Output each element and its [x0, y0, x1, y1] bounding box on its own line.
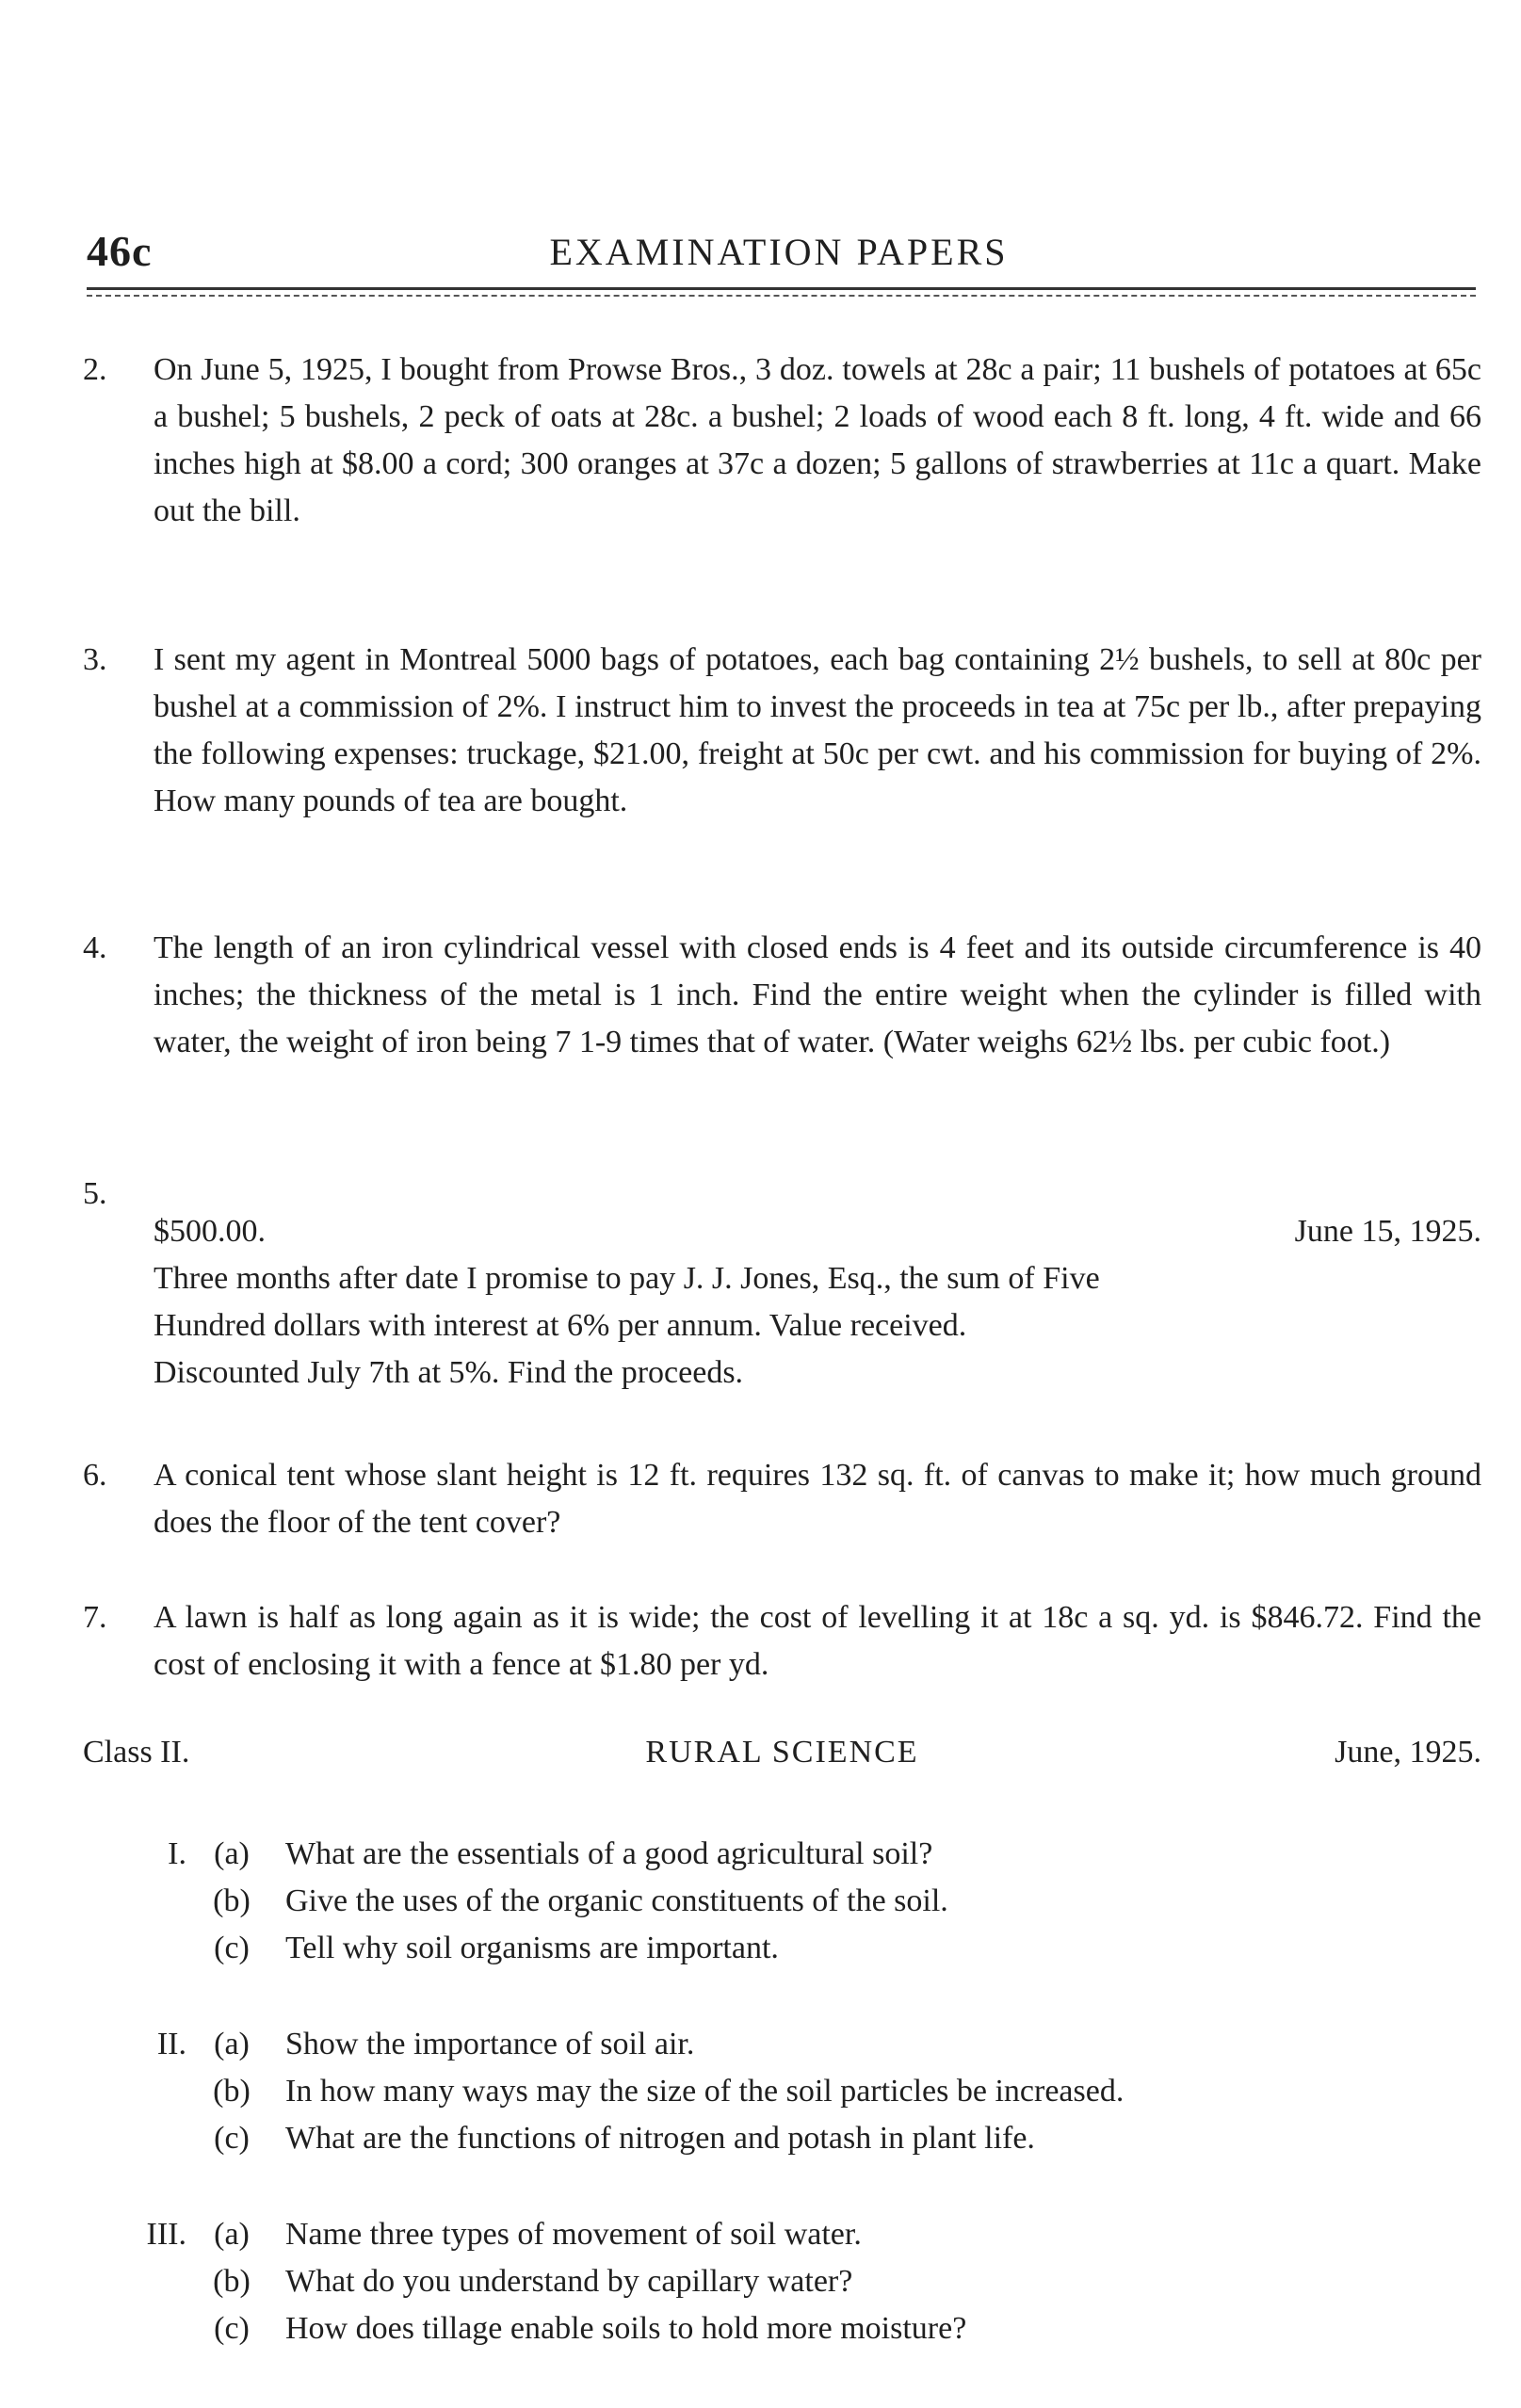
part-text: Name three types of movement of soil water.: [285, 2217, 862, 2252]
exam-date: June, 1925.: [1335, 1735, 1481, 1770]
note-header-row: [154, 1208, 1481, 1255]
section-numeral: II.: [156, 2027, 186, 2061]
part-text: How does tillage enable soils to hold more moisture?: [285, 2311, 967, 2346]
part-text: Show the importance of soil air.: [285, 2027, 695, 2061]
rural-science-section-2: [83, 2021, 1481, 2162]
question-part: [83, 2115, 1481, 2162]
question-3: [83, 637, 1481, 825]
page-number: 46c: [87, 227, 153, 275]
page-header: [87, 226, 1471, 283]
part-text: What do you understand by capillary water?: [285, 2264, 853, 2299]
question-7: [83, 1594, 1481, 1689]
part-text: What are the functions of nitrogen and potash in plant life.: [285, 2121, 1035, 2156]
part-text: Tell why soil organisms are important.: [285, 1931, 779, 1965]
header-rule-secondary: [87, 295, 1476, 297]
part-letter: (c): [214, 2311, 250, 2346]
running-title: EXAMINATION PAPERS: [549, 231, 1009, 273]
question-part: [83, 2258, 1481, 2305]
part-letter: (b): [213, 2074, 251, 2109]
part-text: In how many ways may the size of the soil particles be increased.: [285, 2074, 1125, 2109]
question-part: [83, 1831, 1481, 1878]
question-6: [83, 1452, 1481, 1546]
part-text: What are the essentials of a good agricultural soil?: [285, 1836, 933, 1871]
question-number: 6.: [83, 1458, 107, 1493]
note-amount: $500.00.: [154, 1214, 266, 1249]
question-part: [83, 2211, 1481, 2258]
note-line: Hundred dollars with interest at 6% per annum. Value received.: [154, 1308, 967, 1343]
question-number: 5.: [83, 1176, 107, 1211]
section-numeral: III.: [146, 2217, 186, 2252]
part-letter: (c): [214, 2121, 250, 2156]
question-part: [83, 2068, 1481, 2115]
part-letter: (b): [213, 1883, 251, 1918]
note-date: June 15, 1925.: [1294, 1214, 1481, 1249]
part-letter: (a): [214, 2217, 250, 2252]
promissory-note: [154, 1171, 1481, 1397]
part-letter: (a): [214, 1836, 250, 1871]
section-header: [83, 1735, 1481, 1782]
question-text: A conical tent whose slant height is 12 ft. requires 132 sq. ft. of canvas to make it; how much ground does the floor of the tent cover?: [154, 1458, 1481, 1540]
rural-science-section-3: [83, 2211, 1481, 2352]
question-text: I sent my agent in Montreal 5000 bags of potatoes, each bag containing 2½ bushels, to sell at 80c per bushel at a commission of 2%. I instruct him to invest the proceeds in tea at 75c per lb., after prepaying the following expenses: truckage, $21.00, freight at 50c per cwt. and his commission for buying of 2%. How many pounds of tea are bought.: [154, 642, 1481, 818]
section-numeral: I.: [168, 1836, 186, 1871]
question-part: [83, 2305, 1481, 2352]
question-number: 7.: [83, 1600, 107, 1635]
question-part: [83, 1925, 1481, 1972]
question-text: On June 5, 1925, I bought from Prowse Bros., 3 doz. towels at 28c a pair; 11 bushels of potatoes at 65c a bushel; 5 bushels, 2 peck of oats at 28c. a bushel; 2 loads of wood each 8 ft. long, 4 ft. wide and 66 inches high at $8.00 a cord; 300 oranges at 37c a dozen; 5 gallons of strawberries at 11c a quart. Make out the bill.: [154, 352, 1481, 528]
part-letter: (b): [213, 2264, 251, 2299]
question-text: A lawn is half as long again as it is wide; the cost of levelling it at 18c a sq. yd. is $846.72. Find the cost of enclosing it with a fence at $1.80 per yd.: [154, 1600, 1481, 1682]
subject-title: RURAL SCIENCE: [645, 1735, 919, 1770]
header-rule: [87, 287, 1476, 290]
question-5: [83, 1171, 1481, 1397]
question-2: [83, 347, 1481, 535]
question-number: 3.: [83, 642, 107, 677]
part-letter: (c): [214, 1931, 250, 1965]
note-line: Three months after date I promise to pay J. J. Jones, Esq., the sum of Five: [154, 1261, 1100, 1296]
part-text: Give the uses of the organic constituents of the soil.: [285, 1883, 948, 1918]
rural-science-section-1: [83, 1831, 1481, 1972]
question-number: 4.: [83, 930, 107, 965]
question-number: 2.: [83, 352, 107, 387]
question-part: [83, 2021, 1481, 2068]
question-text: The length of an iron cylindrical vessel with closed ends is 4 feet and its outside circumference is 40 inches; the thickness of the metal is 1 inch. Find the entire weight when the cylinder is filled with water, the weight of iron being 7 1-9 times that of water. (Water weighs 62½ lbs. per cubic foot.): [154, 930, 1481, 1059]
note-line: Discounted July 7th at 5%. Find the proceeds.: [154, 1355, 744, 1390]
class-label: Class II.: [83, 1735, 190, 1770]
question-part: [83, 1878, 1481, 1925]
question-4: [83, 925, 1481, 1066]
part-letter: (a): [214, 2027, 250, 2061]
